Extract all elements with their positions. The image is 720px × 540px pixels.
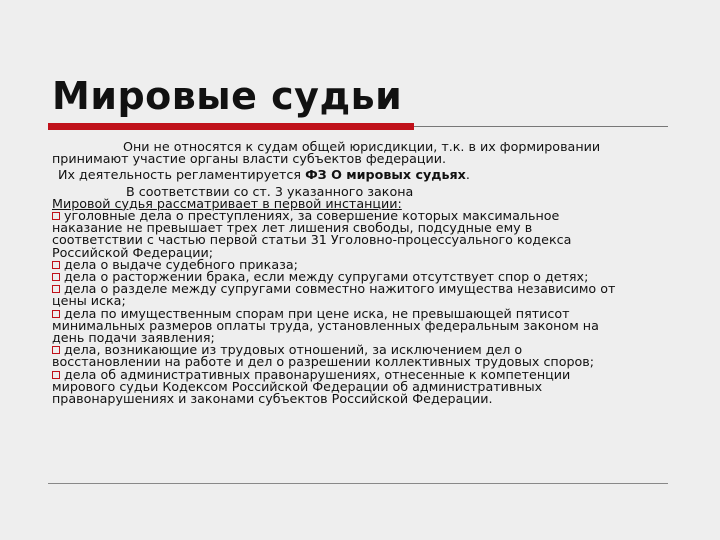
list-item: дела, возникающие из трудовых отношений, за исключением дел о восстановлении на работе и дел о разрешении коллективных трудовых споров; <box>52 342 595 370</box>
checkbox-bullet-icon <box>52 273 60 281</box>
slide-body <box>52 141 652 405</box>
checkbox-bullet-icon <box>52 261 60 269</box>
regulation-prefix: Их деятельность регламентируется <box>58 167 306 183</box>
checkbox-bullet-icon <box>52 285 60 293</box>
intro-line-1: Они не относятся к судам общей юрисдикции, т.к. в их формировании <box>123 139 601 154</box>
according-text: В соответствии со ст. 3 указанного закона <box>126 183 414 199</box>
checkbox-bullet-icon <box>52 310 60 318</box>
checkbox-bullet-icon <box>52 371 60 379</box>
intro-line-2: принимают участие органы власти субъектов федерации. <box>52 151 447 167</box>
checkbox-bullet-icon <box>52 212 60 220</box>
list-item: уголовные дела о преступлениях, за совершение которых максимальное наказание не превышает трех лет лишения свободы, подсудные ему в соответствии с частью первой статьи 31 Уголовно-процессуального кодекса Российской Федерации; <box>52 208 572 260</box>
footer-divider <box>48 483 668 484</box>
list-item: дела о расторжении брака, если между супругами отсутствует спор о детях; <box>52 271 652 283</box>
title-accent-bar <box>48 123 414 130</box>
list-item: дела об административных правонарушениях, отнесенные к компетенции мирового судьи Кодексом Российской Федерации об административных правонарушениях и законами субъектов Российской Федерации. <box>52 366 571 407</box>
regulation-suffix: . <box>465 167 470 183</box>
regulation-law: ФЗ О мировых судьях <box>305 167 466 183</box>
list-item: дела о выдаче судебного приказа; <box>52 259 652 271</box>
slide-title: Мировые судьи <box>52 74 403 118</box>
judge-considers-text: Мировой судья рассматривает в первой инстанции: <box>52 195 402 211</box>
list-item: дела о разделе между супругами совместно нажитого имущества независимо от цены иска; <box>52 281 616 309</box>
item-list <box>52 210 652 405</box>
checkbox-bullet-icon <box>52 346 60 354</box>
regulation-text <box>52 169 652 181</box>
list-item: дела по имущественным спорам при цене иска, не превышающей пятисот минимальных размеров оплаты труда, установленных федеральным законом на день подачи заявления; <box>52 305 599 346</box>
